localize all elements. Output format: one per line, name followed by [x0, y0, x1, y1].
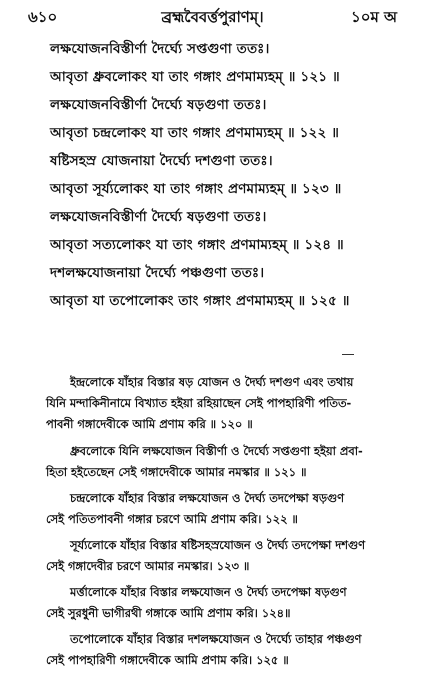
verse-line: আবৃতা ধ্রুবলোকং যা তাং গঙ্গাং প্রণমাম্যহম্ ॥ ১২১ ॥: [50, 69, 340, 85]
verse-line: ষষ্টিসহস্র যোজনায়া দৈর্ঘ্যে দশগুণা ততঃ।: [50, 153, 273, 169]
translation-line: ইন্দ্রলোকে যাঁহার বিস্তার ষড় যোজন ও দৈর্ঘ্য দশগুণ এবং তথায়: [70, 375, 354, 389]
chapter-label: ১০ম অ: [350, 8, 397, 26]
translation-line: যিনি মন্দাকিনীনামে বিখ্যাত হইয়া রহিয়াছেন সেই পাপহারিণী পতিত-: [46, 396, 352, 410]
verse-line: আবৃতা যা তপোলোকং তাং গঙ্গাং প্রণমাম্যহম্ ॥ ১২৫ ॥: [50, 293, 350, 309]
verse-line: লক্ষযোজনবিস্তীর্ণা দৈর্ঘ্যে ষড়গুণা ততঃ।: [50, 97, 267, 113]
translation-line: সূর্য্যলোকে যাঁহার বিস্তার ষষ্টিসহস্রযোজন ও দৈর্ঘ্য তদপেক্ষা দশগুণ: [70, 538, 365, 552]
translation-line: চন্দ্রলোকে যাঁহার বিস্তার লক্ষযোজন ও দৈর্ঘ্য তদপেক্ষা ষড়গুণ: [70, 491, 345, 505]
translation-line: সেই পাপহারিণী গঙ্গাদেবীকে আমি প্রণাম করি। ১২৫ ॥: [46, 653, 289, 667]
verse-line: আবৃতা সত্যলোকং যা তাং গঙ্গাং প্রণমাম্যহম্ ॥ ১২৪ ॥: [50, 237, 344, 253]
page-header: [28, 6, 397, 30]
verse-line: লক্ষযোজনবিস্তীর্ণা দৈর্ঘ্যে ষড়গুণা ততঃ।: [50, 209, 267, 225]
translation-line: হিতা হইতেছেন সেই গঙ্গাদেবীকে আমার নমস্কার ॥ ১২১ ॥: [46, 465, 307, 479]
translation-line: মর্ত্তালোকে যাঁহার বিস্তার লক্ষযোজন ও দৈর্ঘ্য তদপেক্ষা ষড়গুণ: [70, 585, 347, 599]
translation-line: তপোলোকে যাঁহার বিস্তার দশলক্ষযোজন ও দৈর্ঘ্যে তাহার পঞ্চগুণ: [70, 632, 362, 646]
verse-line: আবৃতা চন্দ্রলোকং যা তাং গঙ্গাং প্রণমাম্যহম্ ॥ ১২২ ॥: [50, 125, 340, 141]
page-number: ৬১০: [28, 8, 58, 26]
verse-line: আবৃতা সূর্য্যলোকং যা তাং গঙ্গাং প্রণমাম্যহম্ ॥ ১২৩ ॥: [50, 181, 342, 197]
section-divider: [342, 354, 354, 355]
running-title: ব্রহ্মবৈবর্ত্তপুরাণম্।: [161, 8, 264, 26]
translation-line: ধ্রুবলোকে যিনি লক্ষযোজন বিস্তীর্ণা ও দৈর্ঘ্যে সপ্তগুণা হইয়া প্রবা-: [70, 444, 363, 458]
translation-line: সেই সুরধুনী ভাগীরথী গঙ্গাকে আমি প্রণাম করি। ১২৪॥: [46, 606, 291, 620]
translation-line: সেই গঙ্গাদেবীর চরণে আমার নমস্কার। ১২৩ ॥: [46, 559, 250, 573]
translation-line: পাবনী গঙ্গাদেবীকে আমি প্রণাম করি ॥ ১২০ ॥: [46, 417, 253, 431]
verse-line: লক্ষযোজনবিস্তীর্ণা দৈর্ঘ্যে সপ্তগুণা ততঃ।: [50, 41, 270, 57]
translation-line: সেই পতিতপাবনী গঙ্গার চরণে আমি প্রণাম করি। ১২২ ॥: [46, 512, 298, 526]
verse-line: দশলক্ষযোজনায়া দৈর্ঘ্যে পঞ্চগুণা ততঃ।: [50, 265, 265, 281]
